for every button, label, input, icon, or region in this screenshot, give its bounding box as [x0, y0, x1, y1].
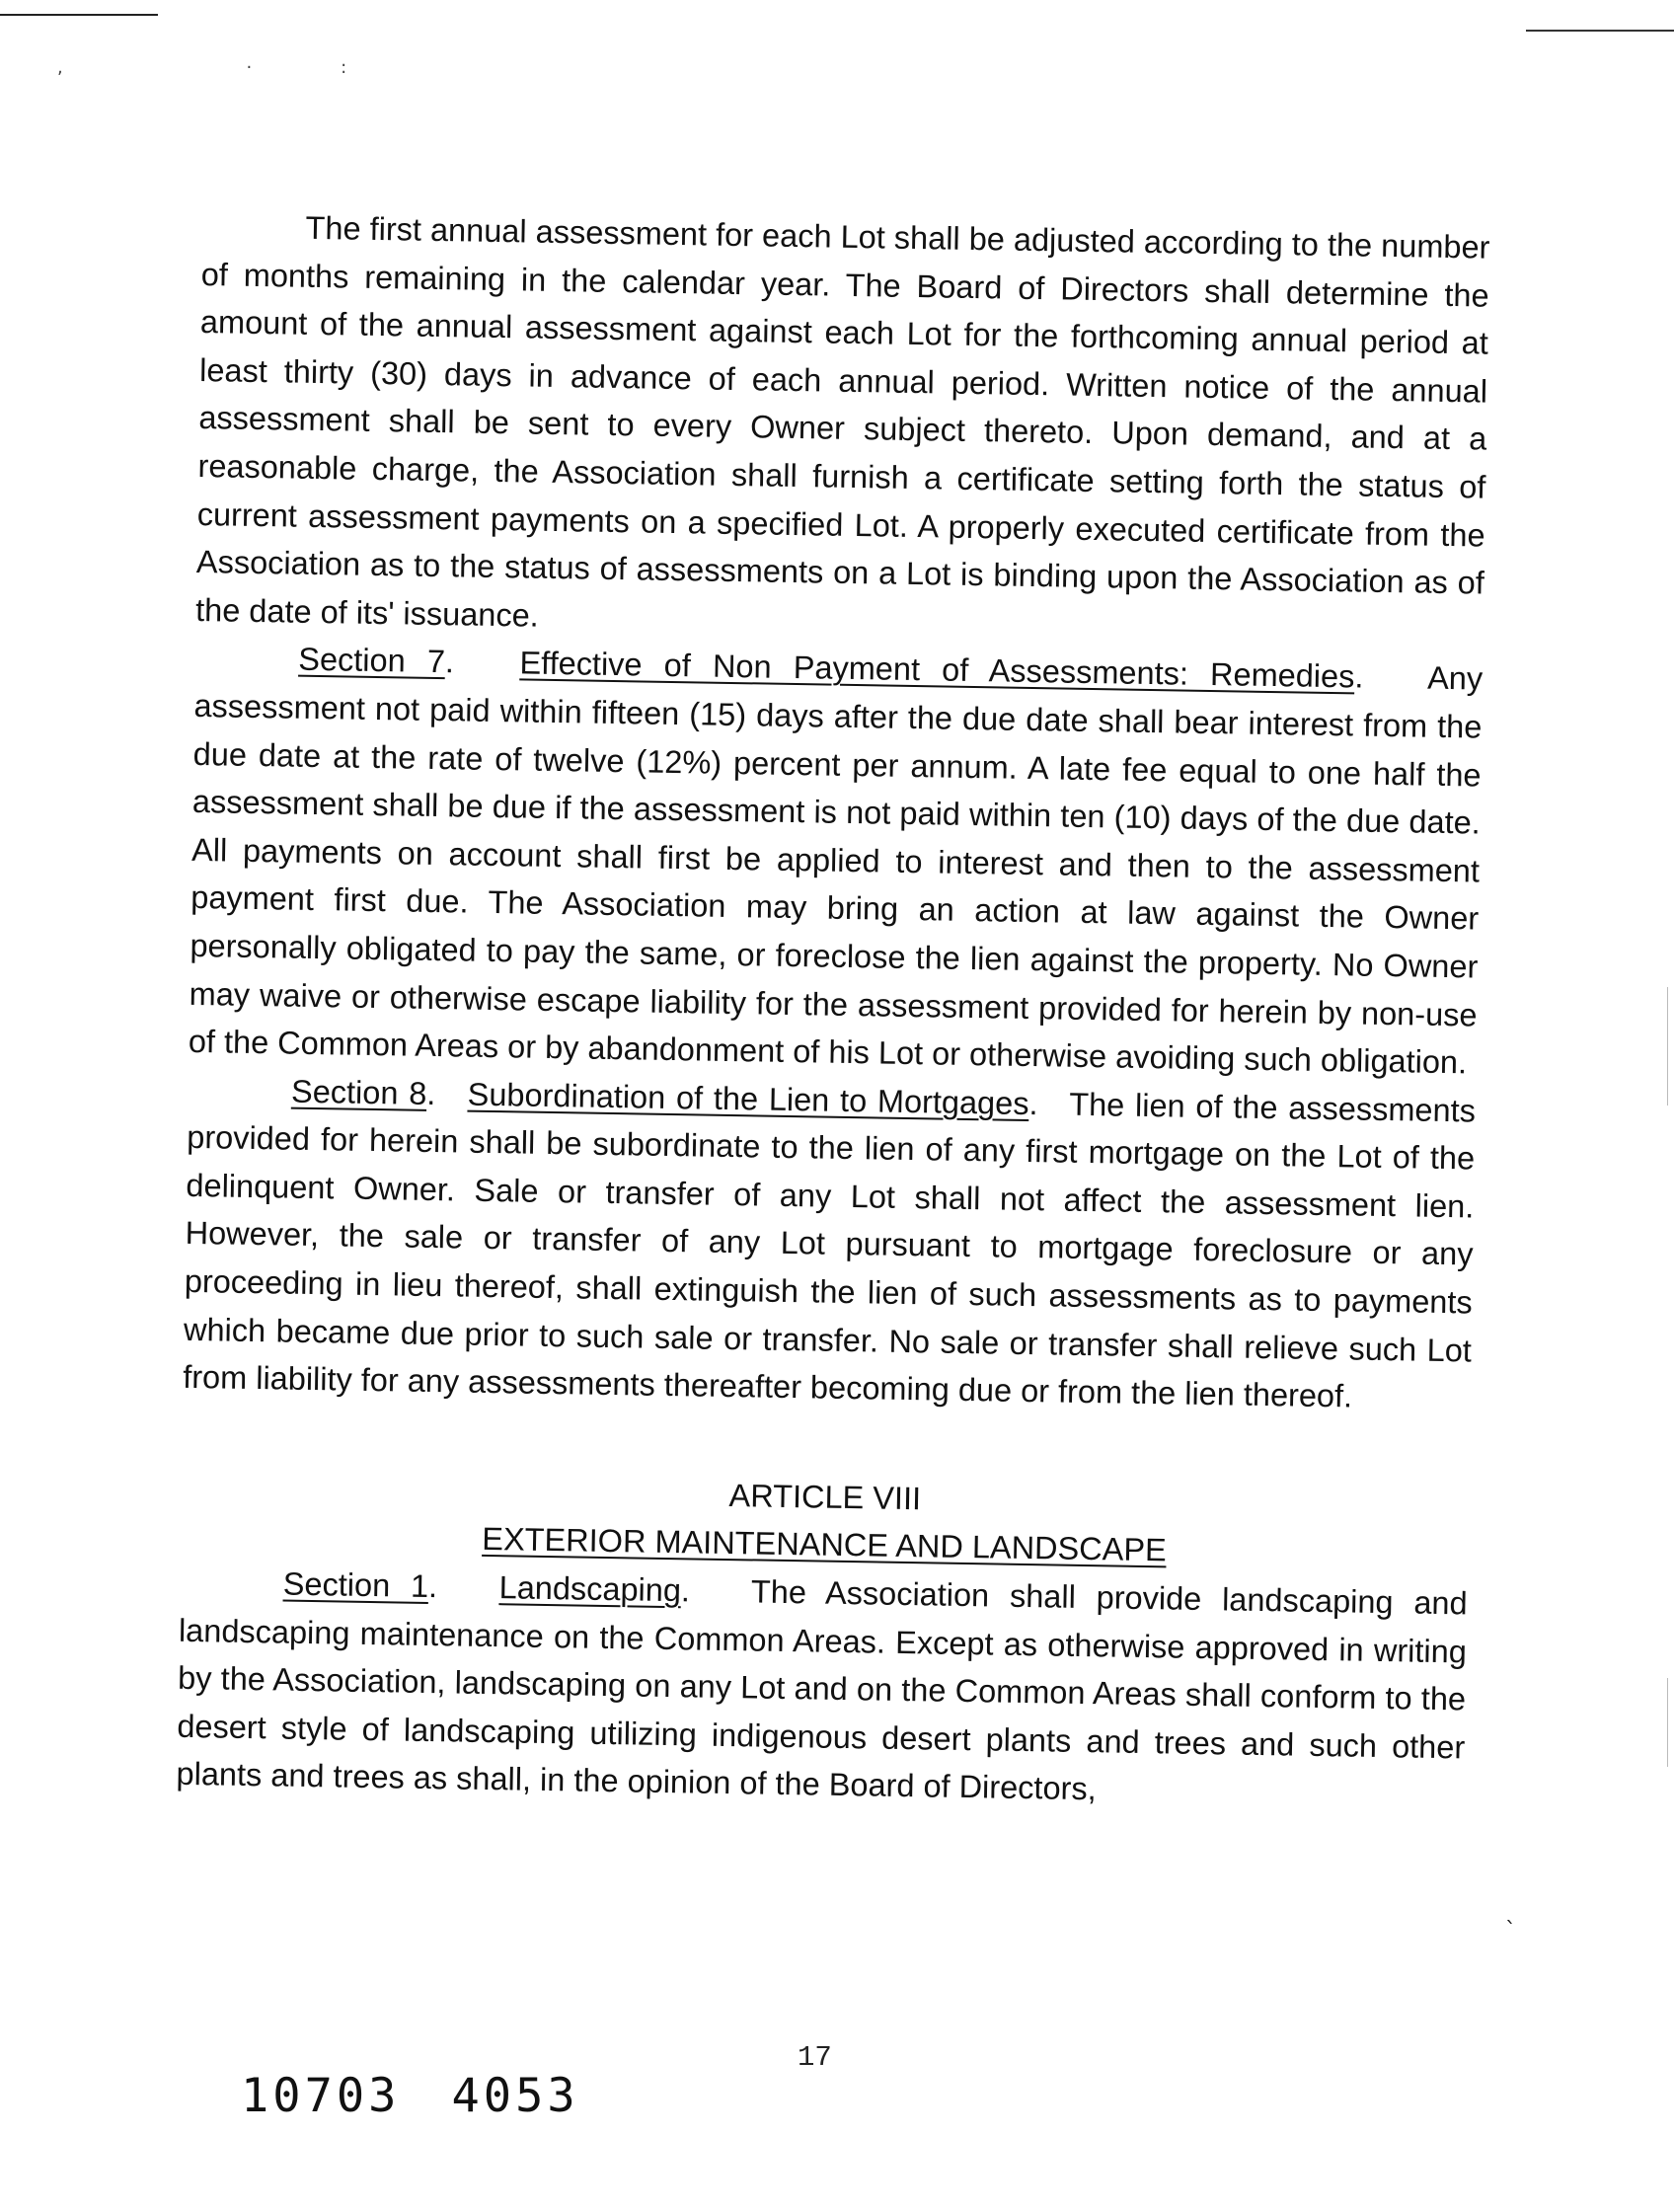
margin-tick: ˋ	[1505, 1919, 1516, 1944]
article-section-1-label: Section 1	[282, 1565, 429, 1605]
section-8-title: Subordination of the Lien to Mortgages	[467, 1076, 1029, 1121]
scan-edge-mark	[1667, 987, 1668, 1106]
article-section-1: Section 1. Landscaping. The Association shall provide landscaping and landscaping maintenance on the Common Areas. Except as otherwise approved in writing by the Association, landscaping on any Lot and on the Common Areas shall conform to the desert style of landscaping utilizing indigenous desert plants and trees and such other plants and trees as shall, in the opinion of the Board of Directors,	[176, 1565, 1468, 1807]
scan-edge-line-right	[1526, 30, 1674, 32]
recording-page: 4053	[451, 2069, 579, 2123]
section-8-label: Section 8	[290, 1073, 427, 1111]
scan-specks: , ·:	[57, 57, 436, 78]
article-section-1-body: The Association shall provide landscaping and landscaping maintenance on the Common Areas. Except as otherwise approved in writing by the Association, landscaping on any Lot and on the Common Areas shall conform to the desert style of landscaping utilizing indigenous desert plants and trees and such other plants and trees as shall, in the opinion of the Board of Directors,	[176, 1573, 1468, 1807]
page-number: 17	[798, 2041, 832, 2074]
section-8: Section 8. Subordination of the Lien to Mortgages. The lien of the assessments provided for herein shall be subordinate to the lien of any first mortgage on the Lot of the delinquent Owner. Sale or transfer of any Lot shall not affect the assessment lien. However, the sale or transfer of any Lot pursuant to mortgage foreclosure or any proceeding in lieu thereof, shall extinguish the lien of such assessments as to payments which became due prior to such sale or transfer. No sale or transfer shall relieve such Lot from liability for any assessments thereafter becoming due or from the lien thereof.	[182, 1073, 1477, 1414]
article-heading: ARTICLE VIII	[728, 1477, 922, 1517]
scan-edge-mark	[1667, 1678, 1668, 1767]
recording-reference	[241, 2069, 579, 2123]
document-body	[176, 202, 1490, 1819]
section-7: Section 7. Effective of Non Payment of Assessments: Remedies. Any assessment not paid within fifteen (15) days after the due date shall bear interest from the due date at the rate of twelve (12%) percent per annum. A late fee equal to one half the assessment shall be due if the assessment is not paid within ten (10) days of the due date. All payments on account shall first be applied to interest and then to the assessment payment first due. The Association may bring an action at law against the Owner personally obligated to pay the same, or foreclose the lien against the property. No Owner may waive or otherwise escape liability for the assessment provided for herein by non-use of the Common Areas or by abandonment of his Lot or otherwise avoiding such obligation.	[188, 642, 1484, 1081]
section-7-title: Effective of Non Payment of Assessments: Remedies	[519, 645, 1355, 695]
scan-edge-line-left	[0, 14, 158, 16]
article-section-1-title: Landscaping	[498, 1569, 682, 1609]
section-7-body: Any assessment not paid within fifteen (15) days after the due date shall bear interest from the due date at the rate of twelve (12%) percent per annum. A late fee equal to one half the assessment shall be due if the assessment is not paid within ten (10) days of the due date. All payments on account shall first be applied to interest and then to the assessment payment first due. The Association may bring an action at law against the Owner personally obligated to pay the same, or foreclose the lien against the property. No Owner may waive or otherwise escape liability for the assessment provided for herein by non-use of the Common Areas or by abandonment of his Lot or otherwise avoiding such obligation.	[188, 659, 1484, 1081]
paragraph-annual-assessment: The first annual assessment for each Lot shall be adjusted according to the number of months remaining in the calendar year. The Board of Directors shall determine the amount of the annual assessment against each Lot for the forthcoming annual period at least thirty (30) days in advance of each annual period. Written notice of the annual assessment shall be sent to every Owner subject thereto. Upon demand, and at a reasonable charge, the Association shall furnish a certificate setting forth the status of current assessment payments on a specified Lot. A properly executed certificate from the Association as to the status of assessments on a Lot is binding upon the Association as of the date of its' issuance.	[194, 209, 1490, 634]
section-8-body: The lien of the assessments provided for herein shall be subordinate to the lien of any first mortgage on the Lot of the delinquent Owner. Sale or transfer of any Lot shall not affect the assessment lien. However, the sale or transfer of any Lot pursuant to mortgage foreclosure or any proceeding in lieu thereof, shall extinguish the lien of such assessments as to payments which became due prior to such sale or transfer. No sale or transfer shall relieve such Lot from liability for any assessments thereafter becoming due or from the lien thereof.	[182, 1086, 1477, 1414]
article-subheading: EXTERIOR MAINTENANCE AND LANDSCAPE	[482, 1521, 1168, 1568]
recording-book: 10703	[241, 2069, 401, 2123]
section-7-label: Section 7	[298, 642, 446, 680]
